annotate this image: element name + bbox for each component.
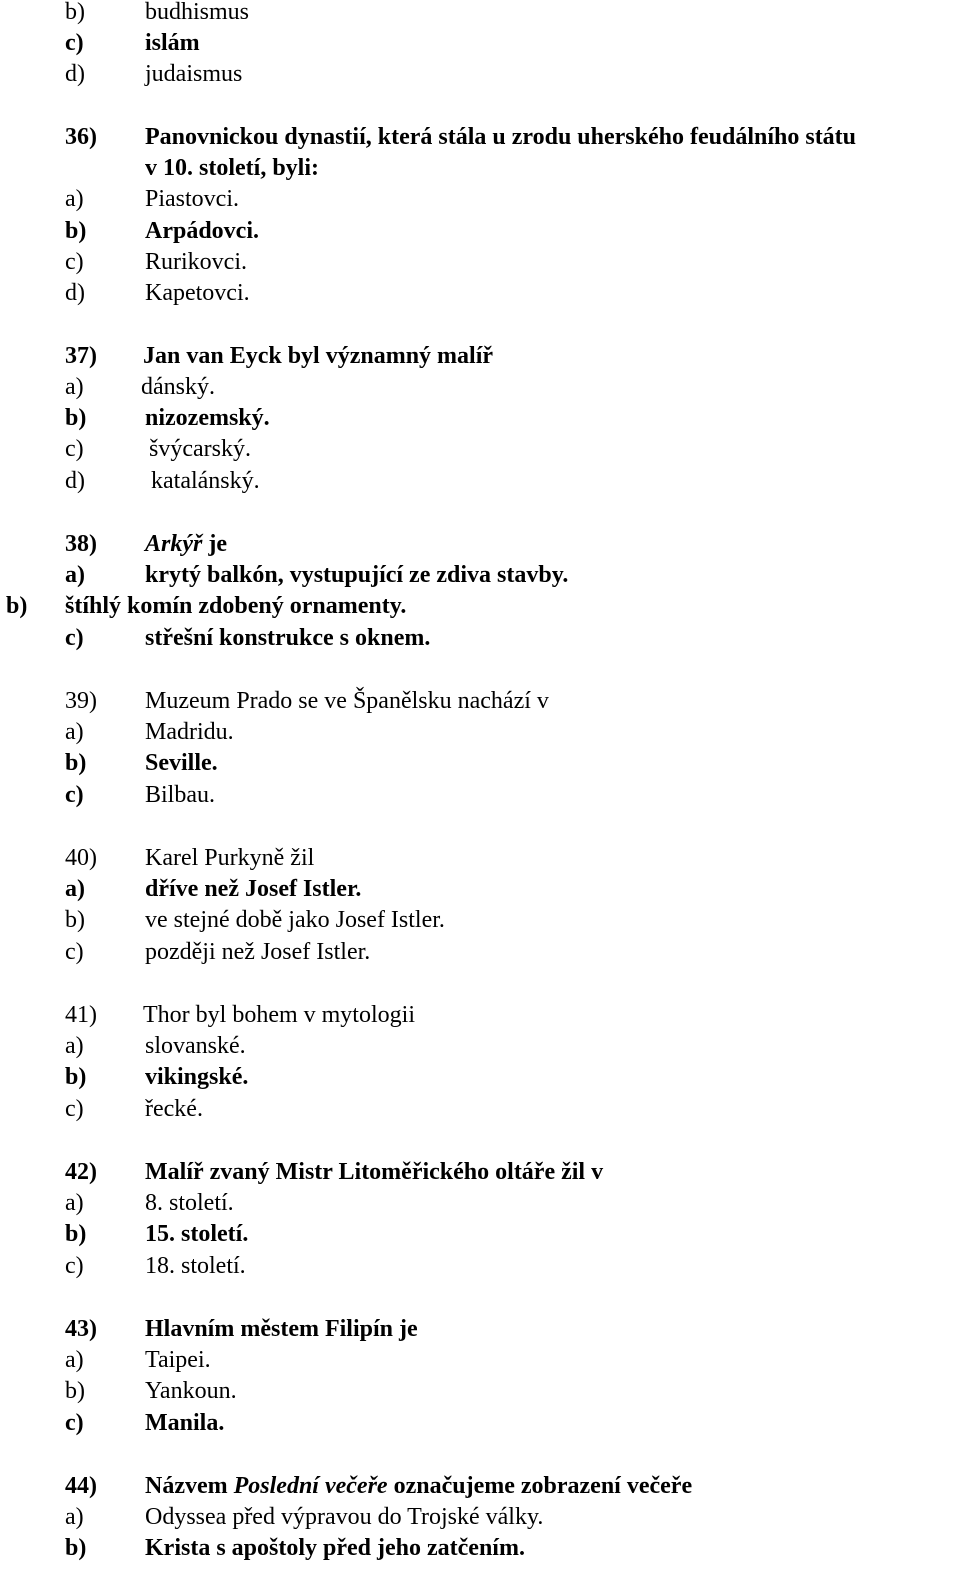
question-text: Jan van Eyck byl významný malíř xyxy=(143,343,494,369)
option-text: 18. století. xyxy=(145,1253,246,1279)
option-text: judaismus xyxy=(145,61,243,87)
question-text: Malíř zvaný Mistr Litoměřického oltáře žil v xyxy=(145,1159,604,1185)
option-text: dánský. xyxy=(141,374,215,400)
option-text: střešní konstrukce s oknem. xyxy=(145,625,431,651)
option-text: nizozemský. xyxy=(145,405,270,431)
option-label: c) xyxy=(65,1410,84,1436)
question-term: Poslední večeře xyxy=(233,1473,388,1499)
question-text-pre: Názvem xyxy=(145,1473,234,1499)
option-text: 15. století. xyxy=(145,1221,249,1247)
option-label: c) xyxy=(65,249,84,275)
option-text: budhismus xyxy=(145,0,250,25)
option-text: vikingské. xyxy=(145,1064,249,1090)
option-text: Arpádovci. xyxy=(145,218,259,244)
option-text: štíhlý komín zdobený ornamenty. xyxy=(65,593,407,619)
option-text: Madridu. xyxy=(145,719,234,745)
option-text: Yankoun. xyxy=(145,1378,237,1404)
question-text-post: označujeme zobrazení večeře xyxy=(387,1473,693,1499)
option-label: c) xyxy=(65,1096,84,1122)
option-label: d) xyxy=(65,61,85,87)
option-label: b) xyxy=(65,1535,87,1561)
option-text: dříve než Josef Istler. xyxy=(145,876,362,902)
option-text: Odyssea před výpravou do Trojské války. xyxy=(145,1504,544,1530)
option-text: později než Josef Istler. xyxy=(145,939,371,965)
option-text: katalánský. xyxy=(151,468,260,494)
option-label: c) xyxy=(65,782,84,808)
option-text: Seville. xyxy=(145,750,218,776)
option-text: Manila. xyxy=(145,1410,225,1436)
option-label: a) xyxy=(65,1190,84,1216)
question-term: Arkýř xyxy=(145,531,203,557)
question-text-rest: je xyxy=(202,531,227,557)
option-text: Kapetovci. xyxy=(145,280,250,306)
option-text: slovanské. xyxy=(145,1033,246,1059)
option-label: b) xyxy=(65,218,87,244)
option-label: a) xyxy=(65,186,84,212)
question-text: Thor byl bohem v mytologii xyxy=(143,1002,415,1028)
option-text: švýcarský. xyxy=(149,436,251,462)
option-text: krytý balkón, vystupující ze zdiva stavby. xyxy=(145,562,569,588)
option-text: 8. století. xyxy=(145,1190,234,1216)
option-label: a) xyxy=(65,876,85,902)
option-label: c) xyxy=(65,436,84,462)
option-text: Taipei. xyxy=(145,1347,211,1373)
option-label: a) xyxy=(65,1033,84,1059)
option-label: b) xyxy=(65,405,87,431)
question-text: Hlavním městem Filipín je xyxy=(145,1316,418,1342)
question-text xyxy=(145,1471,692,1501)
question-number: 37) xyxy=(65,343,97,369)
option-label: c) xyxy=(65,30,84,56)
question-text: v 10. století, byli: xyxy=(145,155,319,181)
question-number: 44) xyxy=(65,1473,97,1499)
option-label: a) xyxy=(65,719,84,745)
question-number: 38) xyxy=(65,531,97,557)
option-text: Piastovci. xyxy=(145,186,239,212)
option-label: a) xyxy=(65,1347,84,1373)
option-label: b) xyxy=(65,0,85,25)
option-label: b) xyxy=(65,750,87,776)
question-text xyxy=(145,529,227,559)
question-number: 42) xyxy=(65,1159,97,1185)
option-label: b) xyxy=(65,1378,85,1404)
question-text: Karel Purkyně žil xyxy=(145,845,315,871)
option-label: a) xyxy=(65,374,84,400)
question-number: 40) xyxy=(65,845,97,871)
question-text: Muzeum Prado se ve Španělsku nachází v xyxy=(145,688,549,714)
option-label: d) xyxy=(65,280,85,306)
option-label: a) xyxy=(65,1504,84,1530)
option-label: b) xyxy=(65,907,85,933)
option-label: c) xyxy=(65,625,84,651)
option-text: ve stejné době jako Josef Istler. xyxy=(145,907,445,933)
question-number: 41) xyxy=(65,1002,97,1028)
option-text: řecké. xyxy=(145,1096,203,1122)
option-label: c) xyxy=(65,1253,84,1279)
option-label: c) xyxy=(65,939,84,965)
option-label: b) xyxy=(65,1221,87,1247)
option-text: islám xyxy=(145,30,200,56)
option-text: Rurikovci. xyxy=(145,249,247,275)
option-label: a) xyxy=(65,562,85,588)
option-label: b) xyxy=(6,593,28,619)
question-number: 36) xyxy=(65,124,97,150)
question-number: 39) xyxy=(65,688,97,714)
question-number: 43) xyxy=(65,1316,97,1342)
option-label: d) xyxy=(65,468,85,494)
option-text: Krista s apoštoly před jeho zatčením. xyxy=(145,1535,525,1561)
question-text: Panovnickou dynastií, která stála u zrodu uherského feudálního státu xyxy=(145,124,857,150)
option-label: b) xyxy=(65,1064,87,1090)
option-text: Bilbau. xyxy=(145,782,215,808)
